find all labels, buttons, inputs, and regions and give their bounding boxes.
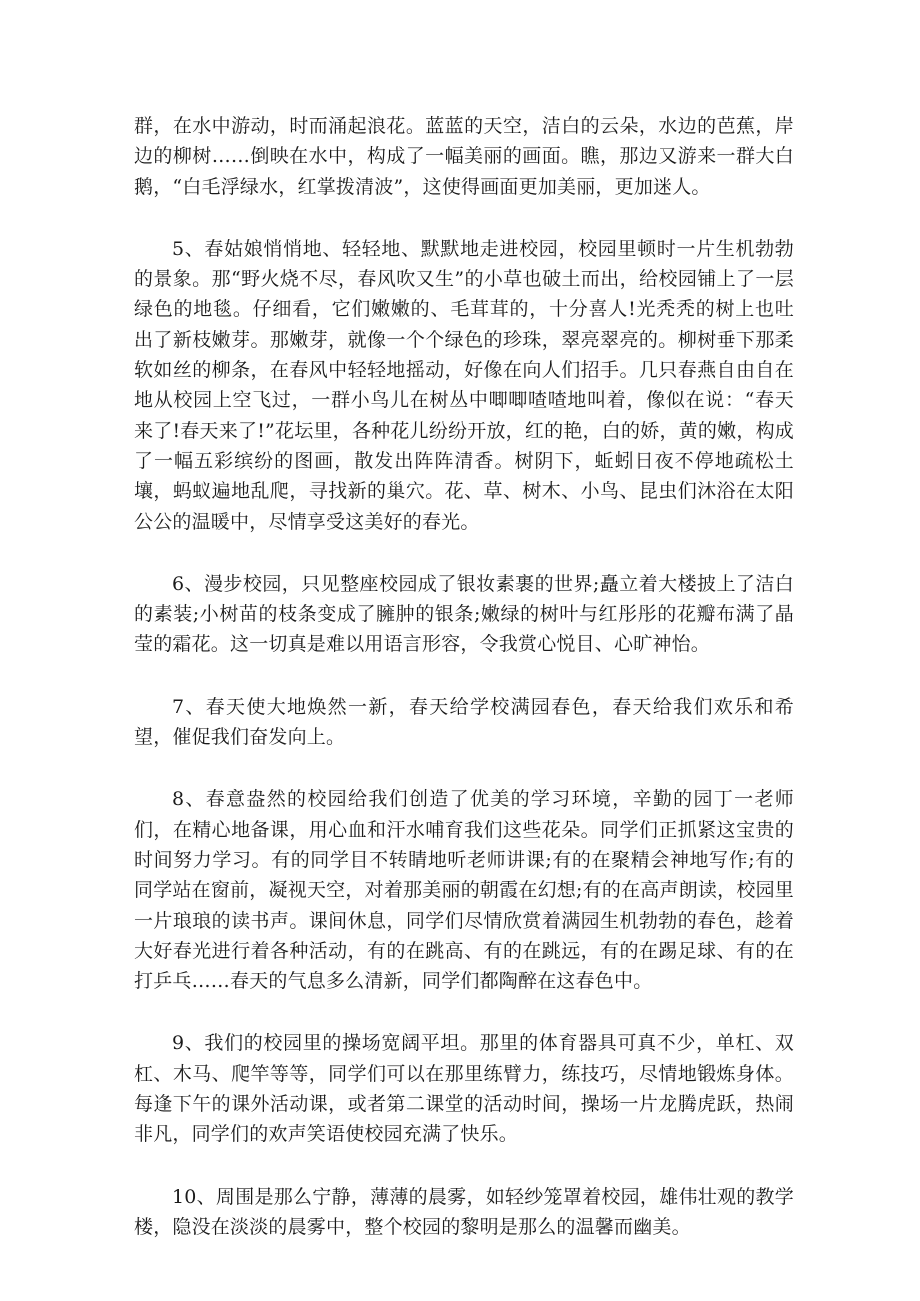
paragraph-6: 6、漫步校园，只见整座校园成了银妆素裹的世界;矗立着大楼披上了洁白的素装;小树苗的枝条变成了臃肿的银条;嫩绿的树叶与红彤彤的花瓣布满了晶莹的霜花。这一切真是难以用语言形容，令我赏心悦目、心旷神怡。 xyxy=(134,572,794,656)
paragraph-gap xyxy=(134,752,794,784)
paragraph-gap xyxy=(134,537,794,569)
paragraph-gap xyxy=(134,660,794,692)
paragraph-gap xyxy=(134,996,794,1028)
paragraph-10: 10、周围是那么宁静，薄薄的晨雾，如轻纱笼罩着校园，雄伟壮观的教学楼，隐没在淡淡的晨雾中，整个校园的黎明是那么的温馨而幽美。 xyxy=(134,1185,794,1238)
paragraph-gap xyxy=(134,1150,794,1182)
paragraph-continued: 群，在水中游动，时而涌起浪花。蓝蓝的天空，洁白的云朵，水边的芭蕉，岸边的柳树……倒映在水中，构成了一幅美丽的画面。瞧，那边又游来一群大白鹅，“白毛浮绿水，红掌拨清波”，这使得画面更加美丽，更加迷人。 xyxy=(134,115,794,198)
paragraph-5: 5、春姑娘悄悄地、轻轻地、默默地走进校园，校园里顿时一片生机勃勃的景象。那“野火烧不尽，春风吹又生”的小草也破土而出，给校园铺上了一层绿色的地毯。仔细看，它们嫩嫩的、毛茸茸的，十分喜人!光秃秃的树上也吐出了新枝嫩芽。那嫩芽，就像一个个绿色的珍珠，翠亮翠亮的。柳树垂下那柔软如丝的柳条，在春风中轻轻地摇动，好像在向人们招手。几只春燕自由自在地从校园上空飞过，一群小鸟儿在树丛中唧唧喳喳地叫着，像似在说：“春天来了!春天来了!”花坛里，各种花儿纷纷开放，红的艳，白的娇，黄的嫩，构成了一幅五彩缤纷的图画，散发出阵阵清香。树阴下，蚯蚓日夜不停地疏松土壤，蚂蚁遍地乱爬，寻找新的巢穴。花、草、树木、小鸟、昆虫们沐浴在太阳公公的温暖中，尽情享受这美好的春光。 xyxy=(134,237,794,533)
paragraph-8: 8、春意盎然的校园给我们创造了优美的学习环境，辛勤的园丁一老师们，在精心地备课，用心血和汗水哺育我们这些花朵。同学们正抓紧这宝贵的时间努力学习。有的同学目不转睛地听老师讲课;有的在聚精会神地写作;有的同学站在窗前，凝视天空，对着那美丽的朝霞在幻想;有的在高声朗读，校园里一片琅琅的读书声。课间休息，同学们尽情欣赏着满园生机勃勃的春色，趁着大好春光进行着各种活动，有的在跳高、有的在跳远，有的在踢足球、有的在打乒乓……春天的气息多么清新，同学们都陶醉在这春色中。 xyxy=(134,788,794,993)
paragraph-gap xyxy=(134,202,794,234)
paragraph-7: 7、春天使大地焕然一新，春天给学校满园春色，春天给我们欢乐和希望，催促我们奋发向上。 xyxy=(134,695,794,749)
document-page xyxy=(134,111,794,1242)
paragraph-9: 9、我们的校园里的操场宽阔平坦。那里的体育器具可真不少，单杠、双杠、木马、爬竿等等，同学们可以在那里练臂力，练技巧，尽情地锻炼身体。每逢下午的课外活动课，或者第二课堂的活动时间，操场一片龙腾虎跃，热闹非凡，同学们的欢声笑语使校园充满了快乐。 xyxy=(134,1032,794,1146)
